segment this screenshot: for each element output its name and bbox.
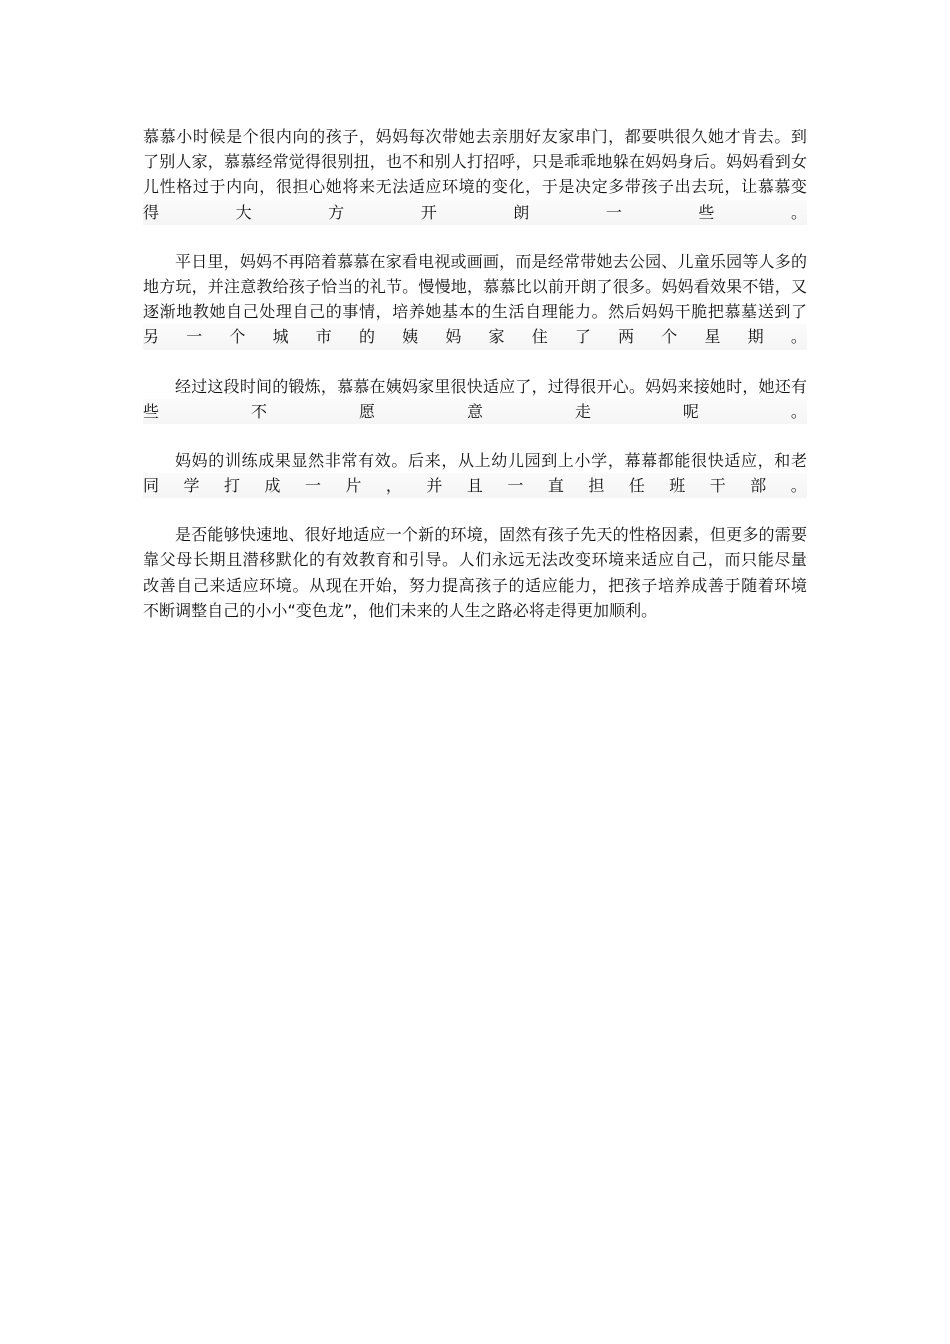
text-line: 妈妈的训练成果显然非常有效。后来，从上幼儿园到上小学，幕幕都能很快适应，和老 — [175, 450, 807, 470]
document-body — [143, 124, 807, 623]
text-line: 是否能够快速地、很好地适应一个新的环境，固然有孩子先天的性格因素，但更多的需要 — [175, 525, 807, 545]
text-line: 不断调整自己的小小“变色龙”，他们未来的人生之路必将走得更加顺利。 — [143, 600, 658, 620]
paragraph-2 — [143, 249, 807, 350]
text-line: 经过这段时间的锻炼，慕慕在姨妈家里很快适应了，过得很开心。妈妈来接她时，她还有 — [175, 376, 807, 396]
paragraph-5 — [143, 522, 807, 623]
text-line: 了别人家，慕慕经常觉得很别扭，也不和别人打招呼，只是乖乖地躲在妈妈身后。妈妈看到女 — [143, 152, 807, 172]
text-line: 靠父母长期且潜移默化的有效教育和引导。人们永远无法改变环境来适应自己，而只能尽量 — [143, 550, 807, 570]
spread-text-line: 得 大 方 开 朗 一 些 。 — [143, 200, 807, 225]
paragraph-gap — [143, 424, 807, 448]
text-line: 慕慕小时候是个很内向的孩子，妈妈每次带她去亲朋好友家串门，都要哄很久她才肯去。到 — [143, 127, 807, 146]
text-line: 地方玩，并注意教给孩子恰当的礼节。慢慢地，慕慕比以前开朗了很多。妈妈看效果不错，又 — [143, 276, 807, 296]
spread-text-line: 些 不 愿 意 走 呢 。 — [143, 399, 807, 424]
text-line: 逐渐地教她自己处理自己的事情，培养她基本的生活自理能力。然后妈妈干脆把慕墓送到了 — [143, 302, 807, 322]
spread-text-line: 同 学 打 成 一 片 ， 并 且 一 直 担 任 班 干 部 。 — [143, 473, 807, 498]
paragraph-gap — [143, 498, 807, 522]
paragraph-gap — [143, 225, 807, 249]
paragraph-4 — [143, 448, 807, 498]
text-line: 平日里，妈妈不再陪着慕慕在家看电视或画画，而是经常带她去公园、儿童乐园等人多的 — [175, 251, 807, 271]
text-line: 改善自己来适应环境。从现在开始，努力提高孩子的适应能力，把孩子培养成善于随着环境 — [143, 575, 807, 595]
paragraph-gap — [143, 350, 807, 374]
text-line: 儿性格过于内向，很担心她将来无法适应环境的变化，于是决定多带孩子出去玩，让慕慕变 — [143, 177, 807, 197]
paragraph-1 — [143, 124, 807, 225]
paragraph-3 — [143, 374, 807, 424]
spread-text-line: 另 一 个 城 市 的 姨 妈 家 住 了 两 个 星 期 。 — [143, 324, 807, 349]
